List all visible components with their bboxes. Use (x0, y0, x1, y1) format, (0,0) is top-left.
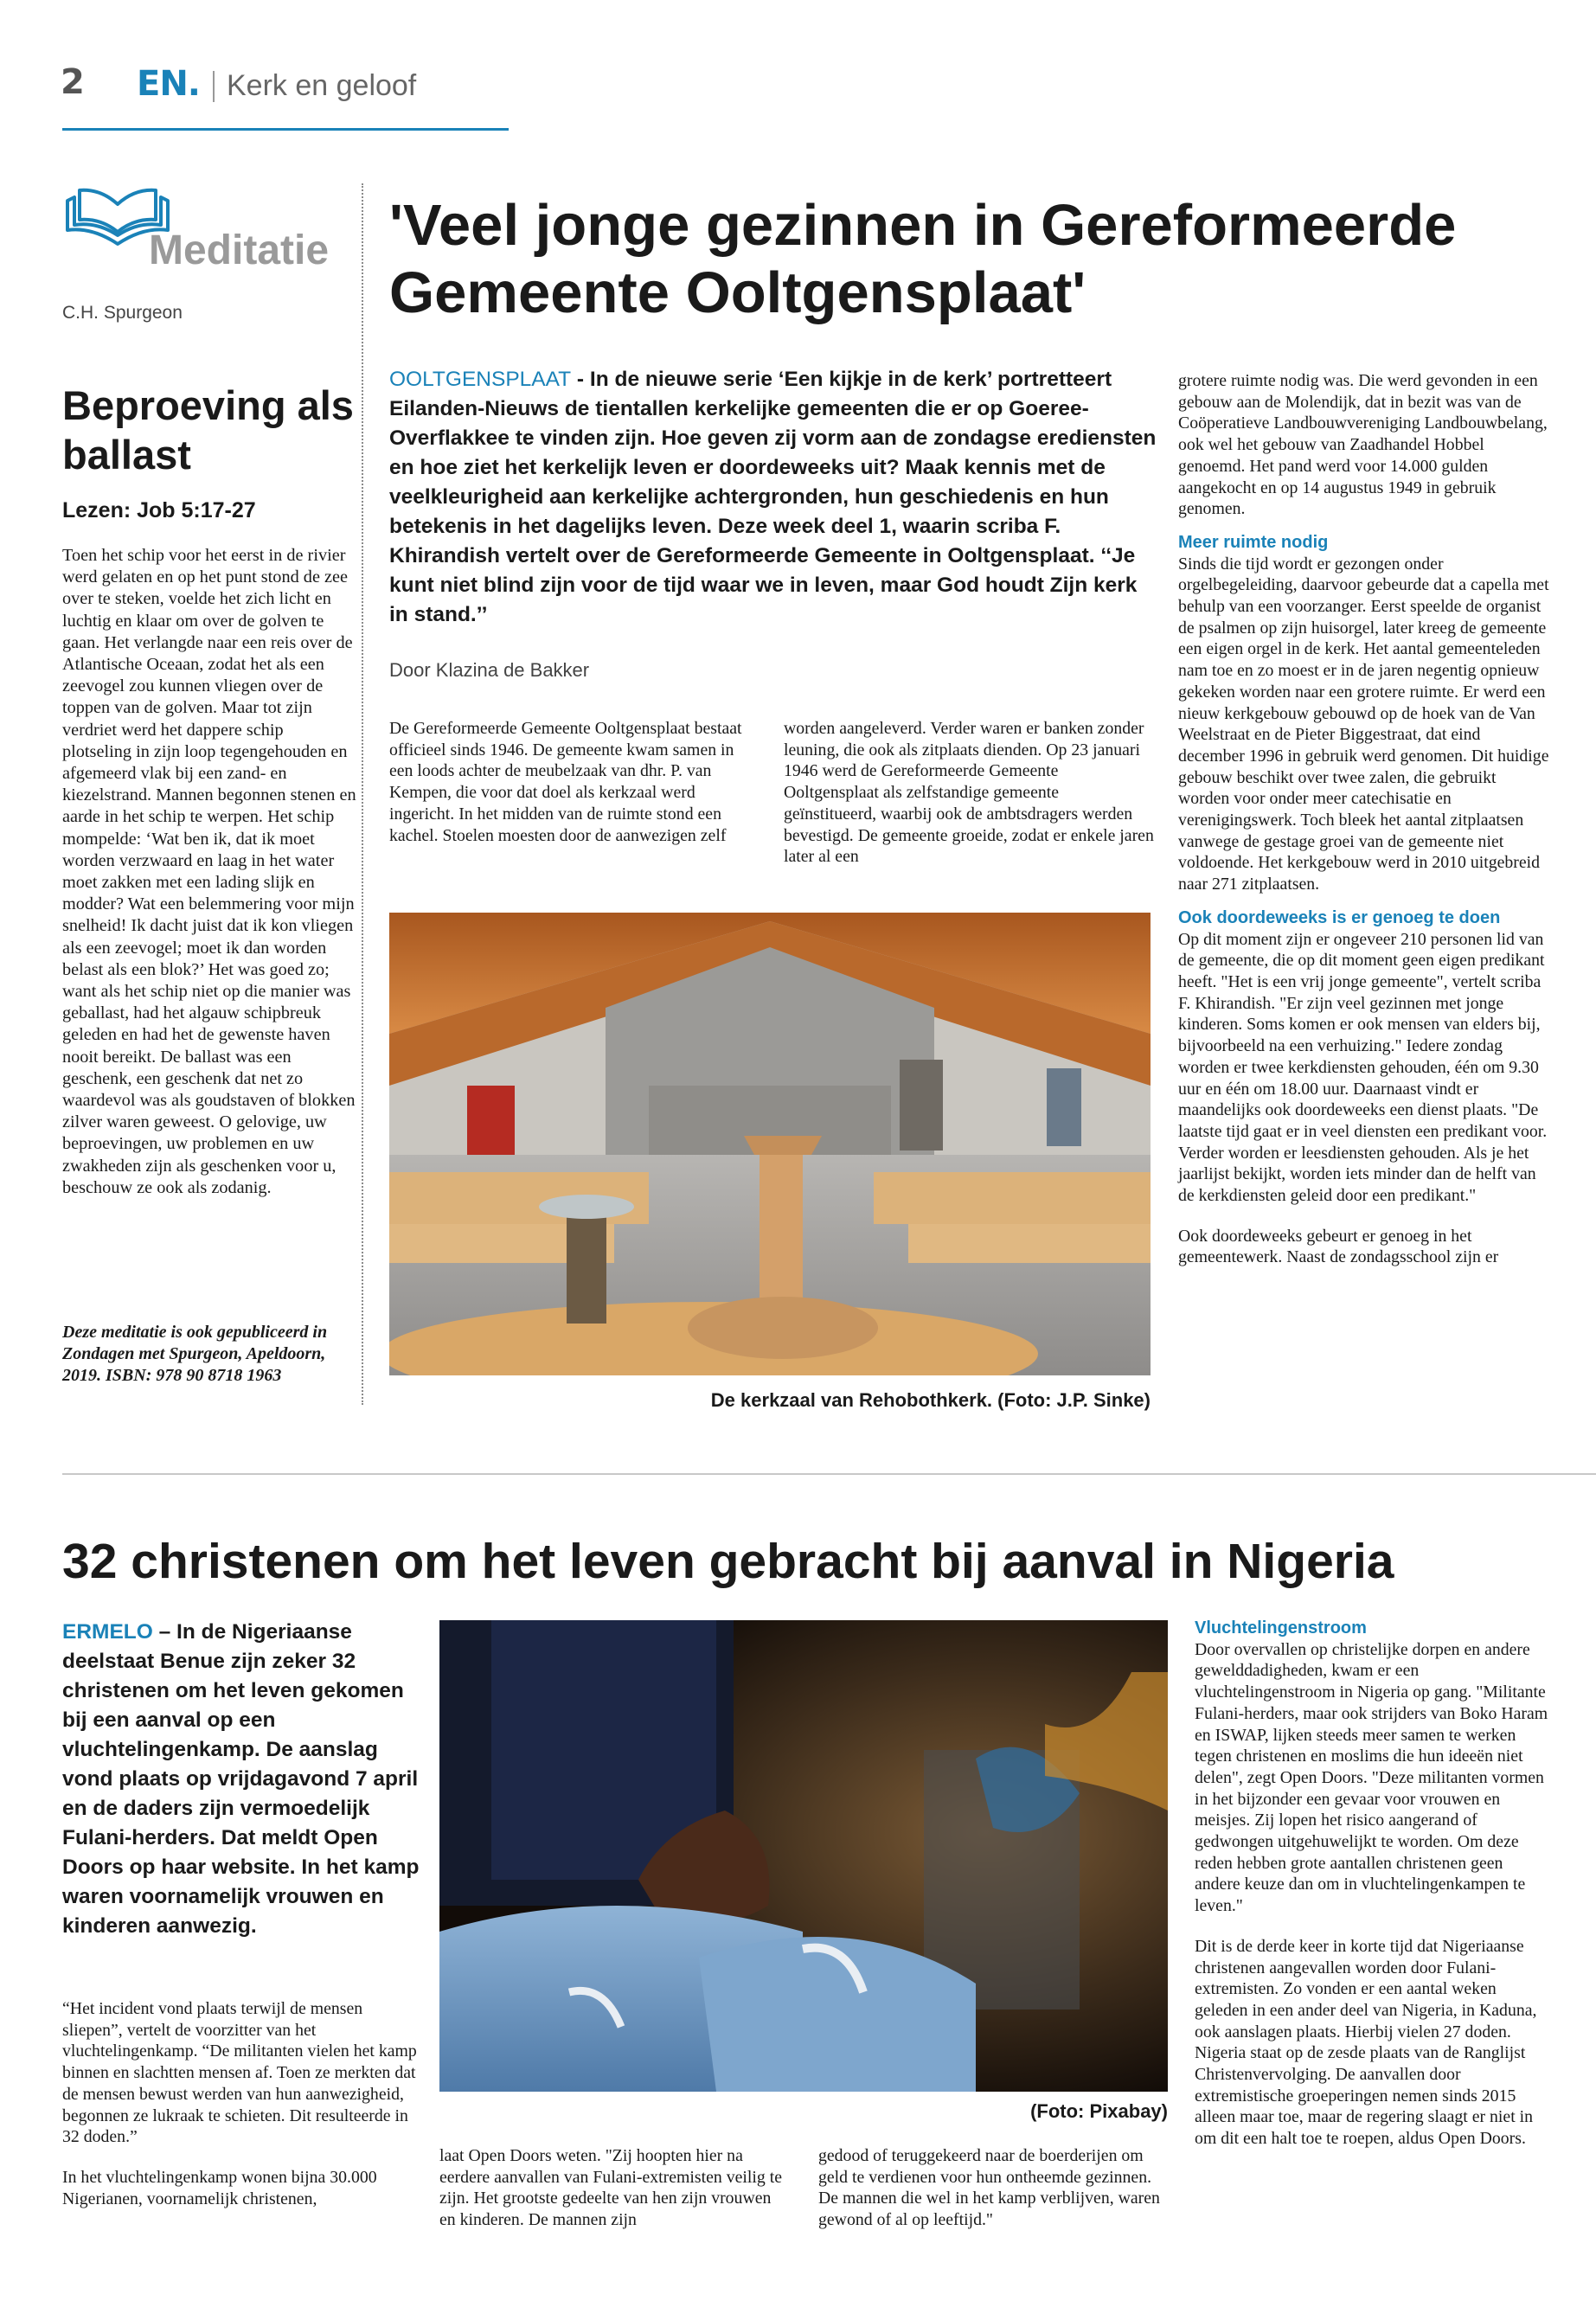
article2-subhead-1: Vluchtelingenstroom (1195, 1618, 1367, 1638)
article1-title: 'Veel jonge gezinnen in Gereformeerde Gemeente Ooltgensplaat' (389, 193, 1457, 325)
article2-lead-text: – In de Nigeriaanse deelstaat Benue zijn zeker 32 christenen om het leven gekomen bij een aanval op een vluchtelingenkamp. De aanslag vond plaats op vrijdagavond 7 april en de daders zijn vermoedelijk Fulani-herders. Dat meldt Open Doors op haar website. In het kamp waren voornamelijk vrouwen en kinderen aanwezig. (62, 1620, 420, 1938)
seated-person-photo (439, 1620, 1168, 2092)
column-divider (362, 183, 363, 1405)
article1-lead (389, 365, 1157, 630)
article2-title: 32 christenen om het leven gebracht bij aanval in Nigeria (62, 1534, 1394, 1589)
page-number: 2 (61, 62, 85, 102)
article1-subhead-2: Ook doordeweeks is er genoeg te doen (1178, 907, 1501, 927)
article1-col3-para4: Ook doordeweeks gebeurt er genoeg in het gemeentewerk. Naast de zondagsschool zijn er (1178, 1226, 1499, 1267)
article2-col1-para2: In het vluchtelingenkamp wonen bijna 30.000 Nigerianen, voornamelijk christenen, (62, 2167, 377, 2208)
section-name: Kerk en geloof (227, 69, 417, 102)
meditation-author: C.H. Spurgeon (62, 303, 183, 323)
article1-col3-para3: Op dit moment zijn er ongeveer 210 personen lid van de gemeente, die op dit moment geen eigen predikant heeft. "Het is een vrij jonge gemeente", vertelt scriba F. Khirandish. "Er zijn veel gezinnen met jonge kinderen. Soms komen er ook mensen van elders bij, bijvoorbeeld na een verhuizing." Iedere zondag worden er twee kerkdiensten gehouden, één om 9.30 uur en één om 18.00 uur. Daarnaast vindt er maandelijks ook doordeweeks een dienst plaats. "De laatste tijd gaat er in veel diensten een predikant voor. Verder worden er leesdiensten gehouden. Als je het jaarlijst bekijkt, worden iets minder dan de helft van de kerkdiensten geleid door een predikant." (1178, 929, 1548, 1206)
article1-byline: Door Klazina de Bakker (389, 659, 590, 681)
article2-col4-para1: Door overvallen op christelijke dorpen en andere gewelddadigheden, kwam er een vluchtelingenstroom in Nigeria op gang. "Militante Fulani-herders, maar ook strijders van Boko Haram en ISWAP, lijken steeds meer samen te werken tegen christenen en moslims die hun ideeën niet delen", zegt Open Doors. "Deze militanten vormen in het bijzonder een gevaar voor vrouwen en meisjes. Zij lopen het risico aangerand of gedwongen uitgehuwelijkt te worden. Om deze reden hebben grote aantallen christenen geen andere keuze dan om in vluchtelingenkampen te leven." (1195, 1639, 1548, 1916)
article1-subhead-1: Meer ruimte nodig (1178, 532, 1329, 552)
article2-column-1 (62, 1998, 417, 2209)
article1-photo-caption: De kerkzaal van Rehobothkerk. (Foto: J.P. Sinke) (710, 1389, 1151, 1411)
meditation-title: Beproeving als ballast (62, 382, 354, 478)
newspaper-logo: EN. (137, 64, 200, 104)
article1-column-3 (1178, 370, 1550, 1268)
article2-column-2: laat Open Doors weten. "Zij hoopten hier na eerdere aanvallen van Fulani-extremisten veilig te zijn. Het grootste gedeelte van hen zijn vrouwen en kinderen. De mannen zijn (439, 2146, 783, 2230)
header-rule (62, 128, 509, 131)
meditation-label: Meditatie (149, 228, 330, 273)
article2-column-3: gedood of teruggekeerd naar de boerderijen om geld te verdienen voor hun ontheemde gezinnen. De mannen die wel in het kamp verblijven, waren gewond of al op leeftijd." (818, 2146, 1160, 2230)
article1-col3-para1: grotere ruimte nodig was. Die werd gevonden in een gebouw aan de Molendijk, dat in bezit was van de Coöperatieve Landbouwvereniging Landbouwbelang, ook wel het gebouw van Zaadhandel Hobbel genoemd. Het pand werd voor 14.000 gulden aangekocht en op 14 augustus 1949 in gebruik genomen. (1178, 371, 1548, 519)
header-separator (213, 71, 215, 102)
article1-col3-para2: Sinds die tijd wordt er gezongen onder orgelbegeleiding, daarvoor gebeurde dat a capella met behulp van een voorzanger. Eerst speelde de organist de psalmen op zijn huisorgel, later kreeg de gemeente een eigen orgel in de kerk. Het aantal gemeenteleden nam toe en zo moest er in de jaren negentig opnieuw gekeken worden naar een grotere ruimte. Er werd een nieuw kerkgebouw gebouwd op de hoek van de Van Weelstraat en de Pieter Biggestraat, dat eind december 1996 in gebruik werd genomen. Dit huidige gebouw beschikt over twee zalen, die gebruikt worden voor onder meer catechisatie en verenigingswerk. Toch bleek het aantal zitplaatsen vanwege de gestage groei van de gemeente niet voldoende. Het kerkgebouw werd in 2010 uitgebreid naar 271 zitplaatsen. (1178, 554, 1549, 894)
article2-col1-para1: “Het incident vond plaats terwijl de mensen sliepen”, vertelt de voorzitter van het vluchtelingenkamp. “De militanten vielen het kamp binnen en slachtten mensen af. Toen ze merkten dat de mensen bewust werden van hun aanwezigheid, begonnen ze lukraak te schieten. Dit resulteerde in 32 doden.” (62, 1999, 417, 2147)
article2-dateline: ERMELO (62, 1620, 153, 1644)
meditation-note: Deze meditatie is ook gepubliceerd in Zondagen met Spurgeon, Apeldoorn, 2019. ISBN: 978 90 8718 1963 (62, 1323, 328, 1385)
article1-lead-text: - In de nieuwe serie ‘Een kijkje in de kerk’ portretteert Eilanden-Nieuws de tientallen kerkelijke gemeenten die er op Goeree-Overflakkee te vinden zijn. Hoe geven zij vorm aan de zondagse erediensten en hoe ziet het kerkelijk leven er doordeweeks uit? Maak kennis met de veelkleurigheid aan kerkelijke achtergronden, hun geschiedenis en hun betekenis in het dagelijks leven. Deze week deel 1, waarin scriba F. Khirandish vertelt over de Gereformeerde Gemeente in Ooltgensplaat. ‘‘Je kunt niet blind zijn voor de tijd waar we in leven, maar God houdt Zijn kerk in stand.’’ (389, 368, 1157, 626)
meditation-reading: Lezen: Job 5:17-27 (62, 498, 256, 522)
article1-dateline: OOLTGENSPLAAT (389, 368, 572, 391)
article2-photo-caption: (Foto: Pixabay) (1030, 2100, 1168, 2122)
article1-column-2: worden aangeleverd. Verder waren er banken zonder leuning, die ook als zitplaats dienden. Op 23 januari 1946 werd de Gereformeerde Gemeente Ooltgensplaat als zelfstandige gemeente geïnstitueerd, waarbij ook de ambtsdragers werden bevestigd. De gemeente groeide, zodat er enkele jaren later al een (784, 719, 1154, 867)
church-interior-photo (389, 913, 1151, 1375)
article2-column-4 (1195, 1618, 1553, 2150)
article2-lead (62, 1618, 426, 1941)
article-divider (62, 1473, 1596, 1475)
article2-col4-para2: Dit is de derde keer in korte tijd dat Nigeriaanse christenen aangevallen worden door Fulani-extremisten. Zo vonden er een aantal weken geleden in een ander deel van Nigeria, in Kaduna, ook aanslagen plaats. Hierbij vielen 27 doden. Nigeria staat op de zesde plaats van de Ranglijst Christenvervolging. De aanvallen door extremistische groeperingen nemen sinds 2015 alleen maar toe, maar de regering slaagt er niet in om dit een halt toe te roepen, aldus Open Doors. (1195, 1936, 1537, 2149)
meditation-body: Toen het schip voor het eerst in de rivier werd gelaten en op het punt stond de zee over te steken, voelde het zich licht en luchtig en klaar om over de golven te gaan. Het verlangde naar een reis over de Atlantische Oceaan, zodat het als een zeevogel zou kunnen vliegen over de toppen van de golven. Maar tot zijn verdriet werd het dappere schip plotseling in zijn loop tegengehouden en afgemeerd vlak bij een zand- en kiezelstrand. Mannen begonnen stenen en aarde in het schip te werpen. Het schip mompelde: ‘Wat ben ik, dat ik moet worden verzwaard en laag in het water moet zakken met een lading slijk en modder? Wat een belemmering voor mijn snelheid! Ik dacht juist dat ik kon vliegen als een zeevogel; moet ik dan worden belast als een blok?’ Het was goed zo; want als het schip niet op die manier was geballast, had het algauw schipbreuk geleden en had het de gewenste haven nooit bereikt. De ballast was een geschenk, een geschenk dat net zo waardevol was als goudstaven of blokken zilver waren geweest. O gelovige, uw beproevingen, uw problemen en uw zwakheden zijn als geschenken voor u, beschouw ze ook als zodanig. (62, 546, 356, 1197)
article1-column-1: De Gereformeerde Gemeente Ooltgensplaat bestaat officieel sinds 1946. De gemeente kwam samen in een loods achter de meubelzaak van dhr. P. van Kempen, die voor dat doel als kerkzaal werd ingericht. In het midden van de ruimte stond een kachel. Stoelen moesten door de aanwezigen zelf (389, 719, 742, 845)
